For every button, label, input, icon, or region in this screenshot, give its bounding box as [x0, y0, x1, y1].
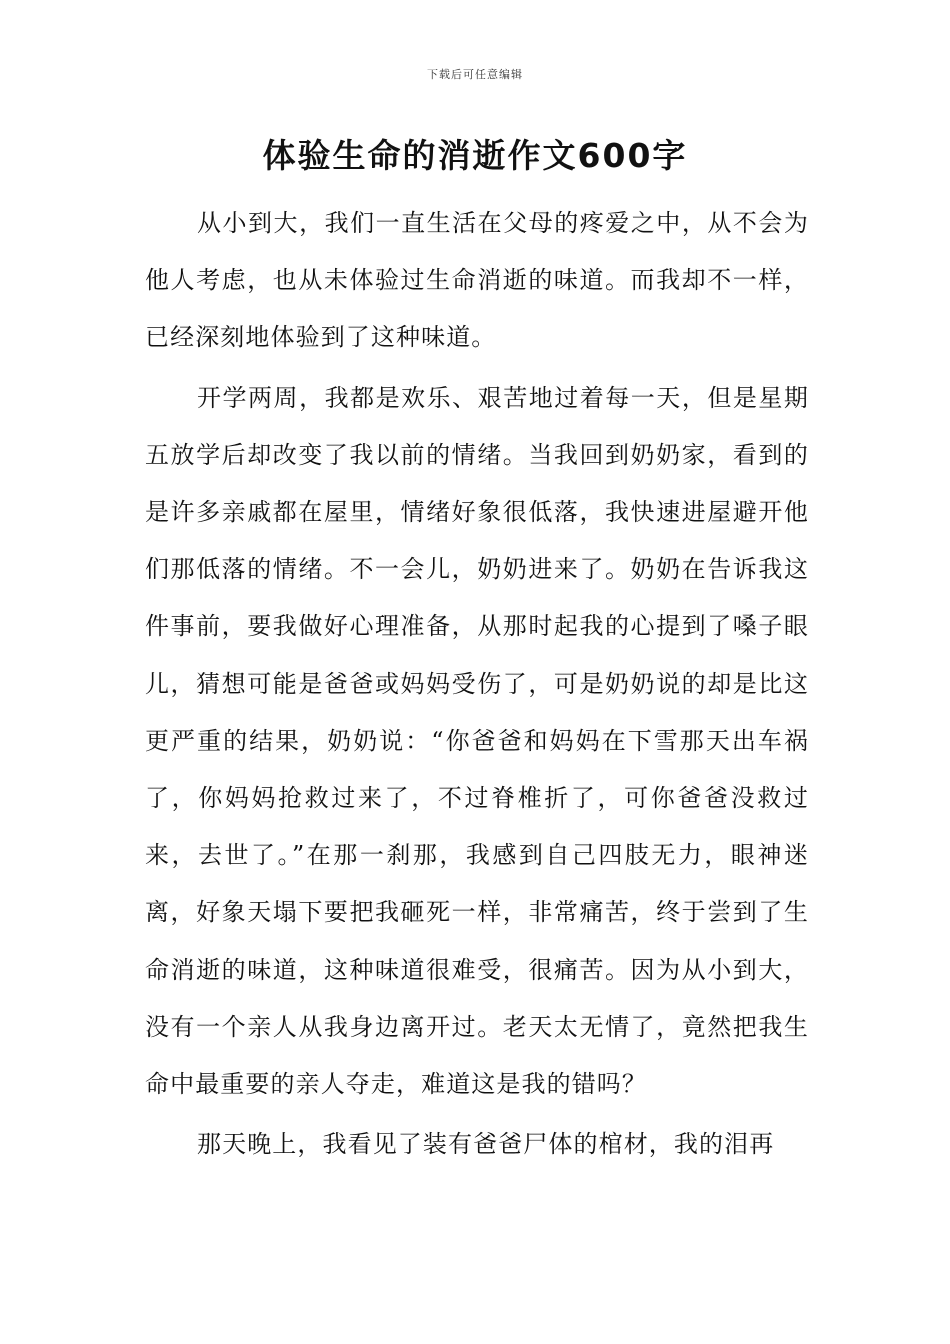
page-title: 体验生命的消逝作文600字: [262, 136, 688, 175]
article-body: [145, 195, 809, 1176]
paragraph-2: 开学两周，我都是欢乐、艰苦地过着每一天，但是星期五放学后却改变了我以前的情绪。当我回到奶奶家，看到的是许多亲戚都在屋里，情绪好象很低落，我快速进屋避开他们那低落的情绪。不一会儿，奶奶进来了。奶奶在告诉我这件事前，要我做好心理准备，从那时起我的心提到了嗓子眼儿，猜想可能是爸爸或妈妈受伤了，可是奶奶说的却是比这更严重的结果，奶奶说：“你爸爸和妈妈在下雪那天出车祸了，你妈妈抢救过来了，不过脊椎折了，可你爸爸没救过来，去世了。”在那一刹那，我感到自己四肢无力，眼神迷离，好象天塌下要把我砸死一样，非常痛苦，终于尝到了生命消逝的味道，这种味道很难受，很痛苦。因为从小到大，没有一个亲人从我身边离开过。老天太无情了，竟然把我生命中最重要的亲人夺走，难道这是我的错吗？: [145, 383, 809, 1099]
paragraph-3: 那天晚上，我看见了装有爸爸尸体的棺材，我的泪再: [197, 1130, 775, 1159]
header-note: 下载后可任意编辑: [427, 68, 523, 81]
paragraph-1: 从小到大，我们一直生活在父母的疼爱之中，从不会为他人考虑，也从未体验过生命消逝的味道。而我却不一样，已经深刻地体验到了这种味道。: [145, 209, 809, 352]
